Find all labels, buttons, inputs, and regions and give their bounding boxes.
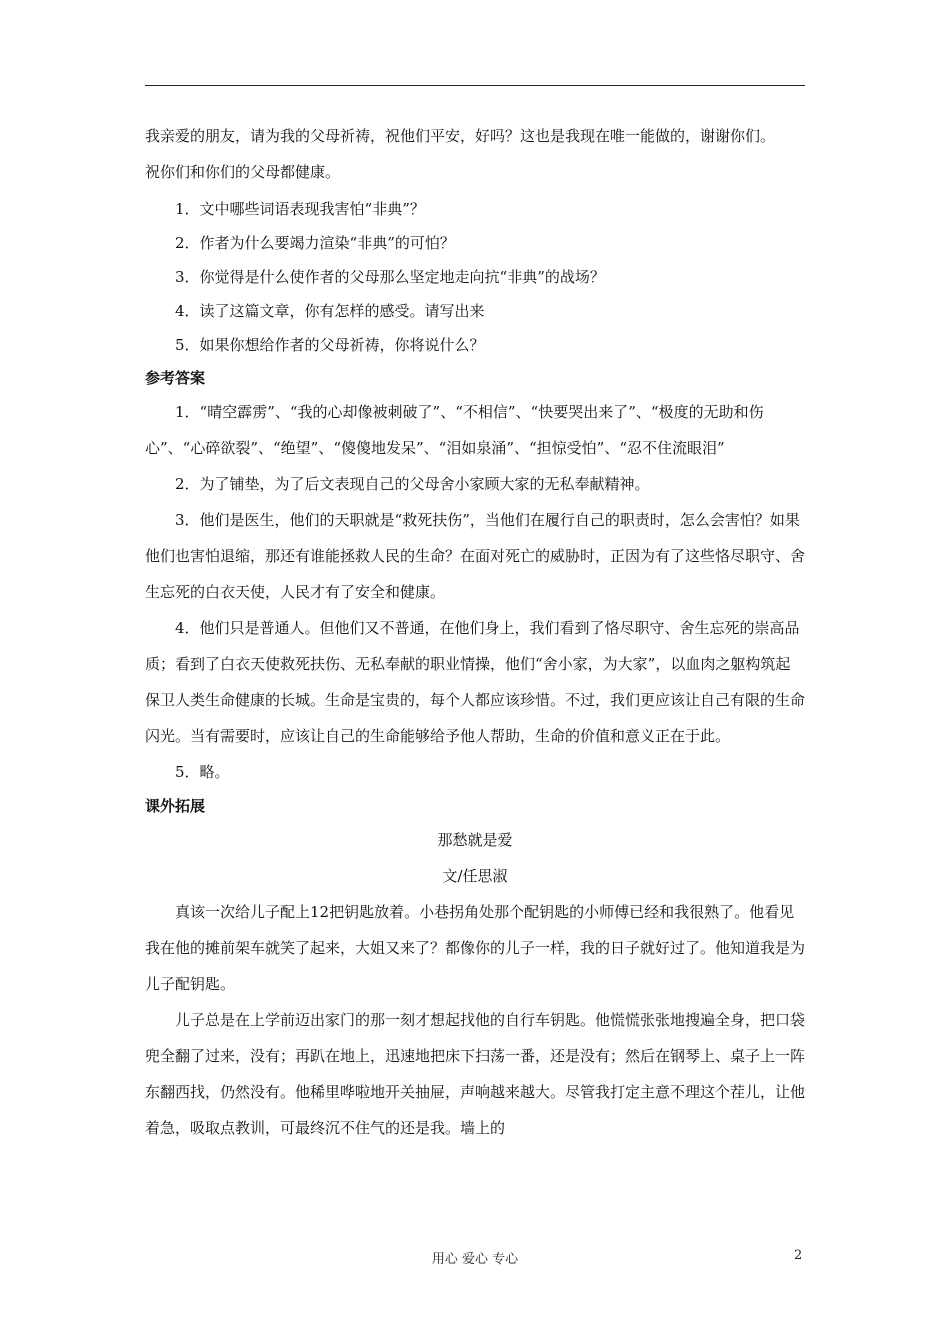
question-item: 4．读了这篇文章，你有怎样的感受。请写出来 xyxy=(175,302,485,320)
story-paragraph: 儿子总是在上学前迈出家门的那一刻才想起找他的自行车钥匙。他慌慌张张地搜遍全身，把口袋兜全翻了过来，没有；再趴在地上，迅速地把床下扫荡一番，还是没有；然后在钢琴上、桌子上一阵东翻西找，仍然没有。他稀里哗啦地开关抽屉，声响越来越大。尽管我打定主意不理这个茬儿，让他着急，吸取点教训，可最终沉不住气的还是我。墙上的 xyxy=(145,1011,806,1137)
answer-item: 4．他们只是普通人。但他们又不普通，在他们身上，我们看到了恪尽职守、舍生忘死的崇高品质；看到了白衣天使救死扶伤、无私奉献的职业情操，他们“舍小家，为大家”，以血肉之躯构筑起保卫人类生命健康的长城。生命是宝贵的，每个人都应该珍惜。不过，我们更应该让自己有限的生命闪光。当有需要时，应该让自己的生命能够给予他人帮助，生命的价值和意义正在于此。 xyxy=(145,619,806,745)
answer-item: 5．略。 xyxy=(175,763,230,781)
header-rule xyxy=(145,85,805,86)
story-title: 那愁就是爱 xyxy=(437,831,513,849)
question-list xyxy=(145,192,815,362)
document-body xyxy=(145,118,815,1146)
answer-item: 3．他们是医生，他们的天职就是“救死扶伤”，当他们在履行自己的职责时，怎么会害怕？如果他们也害怕退缩，那还有谁能拯救人民的生命？在面对死亡的威胁时，正因为有了这些恪尽职守、舍生忘死的白衣天使，人民才有了安全和健康。 xyxy=(145,511,806,601)
answer-item: 2．为了铺垫，为了后文表现自己的父母舍小家顾大家的无私奉献精神。 xyxy=(175,475,650,493)
question-item: 2．作者为什么要竭力渲染“非典”的可怕？ xyxy=(175,234,455,252)
answer-list xyxy=(145,394,805,790)
question-item: 3．你觉得是什么使作者的父母那么坚定地走向抗“非典”的战场？ xyxy=(175,268,605,286)
page-number: 2 xyxy=(794,1248,803,1263)
answer-item: 1．“晴空霹雳”、“我的心却像被刺破了”、“不相信”、“快要哭出来了”、“极度的无助和伤心”、“心碎欲裂”、“绝望”、“傻傻地发呆”、“泪如泉涌”、“担惊受怕”、“忍不住流眼泪” xyxy=(145,403,764,457)
extension-heading: 课外拓展 xyxy=(145,797,206,815)
story xyxy=(145,822,805,1146)
story-author: 文/任思淑 xyxy=(442,867,508,885)
body-line-2: 祝你们和你们的父母都健康。 xyxy=(145,163,341,181)
story-paragraph: 真该一次给儿子配上12把钥匙放着。小巷拐角处那个配钥匙的小师傅已经和我很熟了。他看见我在他的摊前架车就笑了起来，大姐又来了？都像你的儿子一样，我的日子就好过了。他知道我是为儿子配钥匙。 xyxy=(145,903,806,993)
body-line-1: 我亲爱的朋友，请为我的父母祈祷，祝他们平安，好吗？这也是我现在唯一能做的，谢谢你们。 xyxy=(145,127,776,145)
question-item: 1．文中哪些词语表现我害怕“非典”？ xyxy=(175,200,425,218)
answers-heading: 参考答案 xyxy=(145,369,206,387)
page-footer: 用心 爱心 专心 xyxy=(431,1252,519,1267)
question-item: 5．如果你想给作者的父母祈祷，你将说什么？ xyxy=(175,336,485,354)
